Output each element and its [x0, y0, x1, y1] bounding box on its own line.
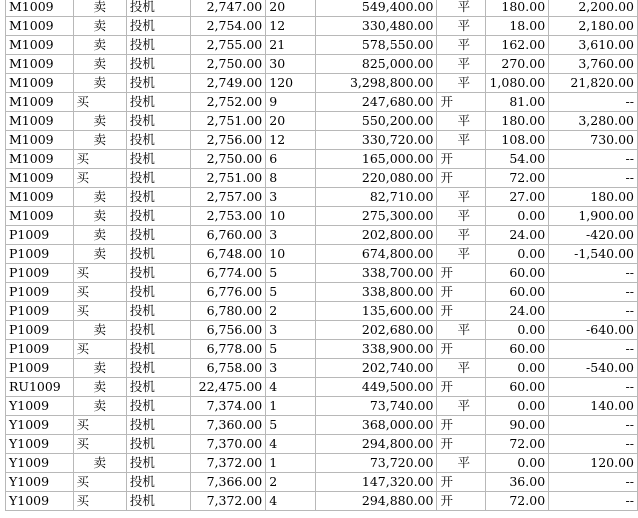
cell-quantity: 6 — [266, 150, 316, 169]
cell-profit-loss: -- — [549, 302, 638, 321]
cell-price: 6,780.00 — [191, 302, 266, 321]
cell-price: 2,749.00 — [191, 74, 266, 93]
table-row — [6, 112, 638, 131]
cell-profit-loss: -- — [549, 492, 638, 511]
cell-fee: 270.00 — [486, 55, 549, 74]
cell-profit-loss: -- — [549, 378, 638, 397]
cell-quantity: 20 — [266, 0, 316, 17]
cell-trade-type: 投机 — [126, 264, 190, 283]
cell-profit-loss: 180.00 — [549, 188, 638, 207]
cell-side: 卖 — [73, 36, 126, 55]
cell-profit-loss: -420.00 — [549, 226, 638, 245]
cell-amount: 330,720.00 — [315, 131, 437, 150]
cell-amount: 449,500.00 — [315, 378, 437, 397]
cell-trade-type: 投机 — [126, 340, 190, 359]
cell-fee: 72.00 — [486, 435, 549, 454]
cell-amount: 73,720.00 — [315, 454, 437, 473]
cell-fee: 60.00 — [486, 378, 549, 397]
cell-amount: 294,880.00 — [315, 492, 437, 511]
cell-open-close: 开 — [437, 492, 486, 511]
cell-price: 6,748.00 — [191, 245, 266, 264]
cell-profit-loss: -- — [549, 150, 638, 169]
cell-amount: 247,680.00 — [315, 93, 437, 112]
cell-quantity: 4 — [266, 435, 316, 454]
cell-side: 买 — [73, 302, 126, 321]
cell-fee: 0.00 — [486, 397, 549, 416]
cell-open-close: 开 — [437, 435, 486, 454]
cell-quantity: 9 — [266, 93, 316, 112]
cell-side: 卖 — [73, 188, 126, 207]
cell-open-close: 开 — [437, 340, 486, 359]
table-row — [6, 131, 638, 150]
cell-price: 7,366.00 — [191, 473, 266, 492]
cell-price: 7,372.00 — [191, 454, 266, 473]
cell-quantity: 1 — [266, 454, 316, 473]
cell-trade-type: 投机 — [126, 397, 190, 416]
cell-fee: 0.00 — [486, 359, 549, 378]
cell-quantity: 5 — [266, 340, 316, 359]
trade-records-table — [5, 0, 638, 511]
cell-side: 卖 — [73, 359, 126, 378]
cell-contract-code: P1009 — [6, 283, 74, 302]
cell-side: 卖 — [73, 112, 126, 131]
cell-profit-loss: -- — [549, 435, 638, 454]
cell-amount: 330,480.00 — [315, 17, 437, 36]
cell-side: 卖 — [73, 55, 126, 74]
cell-price: 2,754.00 — [191, 17, 266, 36]
cell-price: 2,751.00 — [191, 112, 266, 131]
cell-quantity: 3 — [266, 188, 316, 207]
cell-fee: 18.00 — [486, 17, 549, 36]
cell-contract-code: Y1009 — [6, 435, 74, 454]
cell-price: 2,757.00 — [191, 188, 266, 207]
cell-side: 卖 — [73, 131, 126, 150]
cell-contract-code: P1009 — [6, 264, 74, 283]
cell-fee: 60.00 — [486, 264, 549, 283]
cell-profit-loss: -- — [549, 264, 638, 283]
table-row — [6, 416, 638, 435]
cell-trade-type: 投机 — [126, 378, 190, 397]
cell-price: 2,747.00 — [191, 0, 266, 17]
cell-contract-code: P1009 — [6, 359, 74, 378]
table-row — [6, 492, 638, 511]
cell-contract-code: P1009 — [6, 226, 74, 245]
table-row — [6, 435, 638, 454]
cell-side: 买 — [73, 492, 126, 511]
cell-fee: 180.00 — [486, 112, 549, 131]
cell-quantity: 4 — [266, 378, 316, 397]
cell-profit-loss: 3,610.00 — [549, 36, 638, 55]
table-row — [6, 17, 638, 36]
cell-profit-loss: -640.00 — [549, 321, 638, 340]
cell-open-close: 平 — [437, 397, 486, 416]
table-row — [6, 226, 638, 245]
cell-profit-loss: -1,540.00 — [549, 245, 638, 264]
table-row — [6, 340, 638, 359]
cell-trade-type: 投机 — [126, 226, 190, 245]
cell-fee: 72.00 — [486, 492, 549, 511]
cell-trade-type: 投机 — [126, 169, 190, 188]
cell-quantity: 5 — [266, 283, 316, 302]
cell-fee: 24.00 — [486, 302, 549, 321]
cell-profit-loss: 1,900.00 — [549, 207, 638, 226]
cell-side: 卖 — [73, 17, 126, 36]
cell-contract-code: Y1009 — [6, 473, 74, 492]
cell-open-close: 平 — [437, 321, 486, 340]
cell-side: 买 — [73, 264, 126, 283]
cell-side: 卖 — [73, 454, 126, 473]
cell-trade-type: 投机 — [126, 0, 190, 17]
cell-trade-type: 投机 — [126, 150, 190, 169]
table-row — [6, 188, 638, 207]
cell-price: 6,756.00 — [191, 321, 266, 340]
cell-profit-loss: 730.00 — [549, 131, 638, 150]
cell-amount: 202,740.00 — [315, 359, 437, 378]
cell-contract-code: M1009 — [6, 150, 74, 169]
cell-fee: 54.00 — [486, 150, 549, 169]
cell-fee: 0.00 — [486, 245, 549, 264]
cell-trade-type: 投机 — [126, 74, 190, 93]
cell-contract-code: M1009 — [6, 74, 74, 93]
cell-profit-loss: 3,760.00 — [549, 55, 638, 74]
cell-quantity: 2 — [266, 302, 316, 321]
cell-quantity: 10 — [266, 207, 316, 226]
cell-price: 6,778.00 — [191, 340, 266, 359]
table-row — [6, 264, 638, 283]
cell-contract-code: M1009 — [6, 169, 74, 188]
cell-profit-loss: -- — [549, 473, 638, 492]
cell-fee: 0.00 — [486, 454, 549, 473]
cell-profit-loss: -- — [549, 340, 638, 359]
cell-open-close: 平 — [437, 188, 486, 207]
cell-open-close: 开 — [437, 302, 486, 321]
cell-open-close: 平 — [437, 0, 486, 17]
cell-trade-type: 投机 — [126, 93, 190, 112]
cell-fee: 90.00 — [486, 416, 549, 435]
cell-contract-code: M1009 — [6, 55, 74, 74]
table-row — [6, 0, 638, 17]
cell-amount: 578,550.00 — [315, 36, 437, 55]
cell-contract-code: P1009 — [6, 302, 74, 321]
cell-trade-type: 投机 — [126, 17, 190, 36]
cell-fee: 72.00 — [486, 169, 549, 188]
cell-trade-type: 投机 — [126, 188, 190, 207]
table-row — [6, 473, 638, 492]
cell-quantity: 2 — [266, 473, 316, 492]
cell-contract-code: M1009 — [6, 188, 74, 207]
cell-trade-type: 投机 — [126, 207, 190, 226]
cell-fee: 108.00 — [486, 131, 549, 150]
table-row — [6, 454, 638, 473]
cell-open-close: 平 — [437, 359, 486, 378]
cell-quantity: 3 — [266, 359, 316, 378]
cell-side: 买 — [73, 473, 126, 492]
cell-contract-code: M1009 — [6, 131, 74, 150]
cell-price: 6,774.00 — [191, 264, 266, 283]
cell-profit-loss: 2,200.00 — [549, 0, 638, 17]
cell-amount: 825,000.00 — [315, 55, 437, 74]
cell-trade-type: 投机 — [126, 245, 190, 264]
table-row — [6, 359, 638, 378]
cell-quantity: 1 — [266, 397, 316, 416]
cell-fee: 0.00 — [486, 321, 549, 340]
cell-open-close: 平 — [437, 74, 486, 93]
cell-open-close: 平 — [437, 245, 486, 264]
cell-amount: 338,700.00 — [315, 264, 437, 283]
cell-side: 卖 — [73, 321, 126, 340]
cell-price: 7,370.00 — [191, 435, 266, 454]
cell-contract-code: P1009 — [6, 321, 74, 340]
cell-fee: 0.00 — [486, 207, 549, 226]
cell-fee: 81.00 — [486, 93, 549, 112]
table-row — [6, 93, 638, 112]
cell-profit-loss: 140.00 — [549, 397, 638, 416]
table-row — [6, 397, 638, 416]
cell-fee: 60.00 — [486, 283, 549, 302]
cell-fee: 1,080.00 — [486, 74, 549, 93]
cell-amount: 202,800.00 — [315, 226, 437, 245]
cell-amount: 3,298,800.00 — [315, 74, 437, 93]
cell-trade-type: 投机 — [126, 454, 190, 473]
cell-price: 7,360.00 — [191, 416, 266, 435]
table-row — [6, 55, 638, 74]
table-row — [6, 74, 638, 93]
cell-amount: 147,320.00 — [315, 473, 437, 492]
cell-side: 卖 — [73, 0, 126, 17]
cell-quantity: 5 — [266, 416, 316, 435]
cell-quantity: 21 — [266, 36, 316, 55]
cell-amount: 202,680.00 — [315, 321, 437, 340]
cell-amount: 550,200.00 — [315, 112, 437, 131]
cell-quantity: 12 — [266, 131, 316, 150]
cell-contract-code: Y1009 — [6, 416, 74, 435]
cell-trade-type: 投机 — [126, 283, 190, 302]
cell-contract-code: Y1009 — [6, 397, 74, 416]
cell-side: 卖 — [73, 378, 126, 397]
cell-quantity: 3 — [266, 321, 316, 340]
cell-open-close: 平 — [437, 131, 486, 150]
cell-trade-type: 投机 — [126, 359, 190, 378]
cell-price: 22,475.00 — [191, 378, 266, 397]
cell-contract-code: M1009 — [6, 0, 74, 17]
cell-fee: 180.00 — [486, 0, 549, 17]
cell-amount: 674,800.00 — [315, 245, 437, 264]
cell-amount: 165,000.00 — [315, 150, 437, 169]
cell-contract-code: M1009 — [6, 36, 74, 55]
table-row — [6, 207, 638, 226]
cell-open-close: 开 — [437, 264, 486, 283]
cell-trade-type: 投机 — [126, 473, 190, 492]
cell-fee: 24.00 — [486, 226, 549, 245]
cell-open-close: 开 — [437, 93, 486, 112]
cell-trade-type: 投机 — [126, 36, 190, 55]
cell-open-close: 开 — [437, 378, 486, 397]
cell-contract-code: M1009 — [6, 207, 74, 226]
cell-amount: 338,900.00 — [315, 340, 437, 359]
cell-contract-code: RU1009 — [6, 378, 74, 397]
cell-side: 买 — [73, 283, 126, 302]
cell-quantity: 4 — [266, 492, 316, 511]
cell-side: 买 — [73, 435, 126, 454]
cell-side: 买 — [73, 416, 126, 435]
table-row — [6, 321, 638, 340]
cell-quantity: 120 — [266, 74, 316, 93]
cell-amount: 82,710.00 — [315, 188, 437, 207]
cell-open-close: 开 — [437, 169, 486, 188]
cell-price: 2,751.00 — [191, 169, 266, 188]
cell-side: 买 — [73, 93, 126, 112]
cell-side: 卖 — [73, 207, 126, 226]
cell-quantity: 3 — [266, 226, 316, 245]
cell-side: 卖 — [73, 226, 126, 245]
cell-open-close: 平 — [437, 36, 486, 55]
cell-amount: 368,000.00 — [315, 416, 437, 435]
cell-trade-type: 投机 — [126, 131, 190, 150]
cell-fee: 60.00 — [486, 340, 549, 359]
cell-amount: 549,400.00 — [315, 0, 437, 17]
cell-trade-type: 投机 — [126, 302, 190, 321]
cell-profit-loss: -- — [549, 283, 638, 302]
trade-table-body — [6, 0, 638, 511]
cell-profit-loss: 120.00 — [549, 454, 638, 473]
cell-trade-type: 投机 — [126, 55, 190, 74]
cell-amount: 294,800.00 — [315, 435, 437, 454]
cell-quantity: 30 — [266, 55, 316, 74]
cell-fee: 27.00 — [486, 188, 549, 207]
cell-trade-type: 投机 — [126, 112, 190, 131]
cell-open-close: 开 — [437, 283, 486, 302]
cell-contract-code: P1009 — [6, 245, 74, 264]
cell-open-close: 平 — [437, 226, 486, 245]
cell-open-close: 平 — [437, 207, 486, 226]
table-row — [6, 36, 638, 55]
cell-amount: 275,300.00 — [315, 207, 437, 226]
cell-side: 买 — [73, 169, 126, 188]
table-row — [6, 150, 638, 169]
cell-quantity: 5 — [266, 264, 316, 283]
cell-price: 2,752.00 — [191, 93, 266, 112]
cell-side: 卖 — [73, 245, 126, 264]
table-row — [6, 283, 638, 302]
cell-price: 2,755.00 — [191, 36, 266, 55]
cell-profit-loss: -- — [549, 93, 638, 112]
cell-amount: 135,600.00 — [315, 302, 437, 321]
table-row — [6, 302, 638, 321]
cell-trade-type: 投机 — [126, 416, 190, 435]
cell-price: 6,758.00 — [191, 359, 266, 378]
cell-price: 7,374.00 — [191, 397, 266, 416]
cell-open-close: 平 — [437, 454, 486, 473]
cell-side: 卖 — [73, 397, 126, 416]
cell-trade-type: 投机 — [126, 435, 190, 454]
cell-trade-type: 投机 — [126, 321, 190, 340]
cell-amount: 220,080.00 — [315, 169, 437, 188]
cell-trade-type: 投机 — [126, 492, 190, 511]
cell-profit-loss: -- — [549, 169, 638, 188]
cell-contract-code: M1009 — [6, 112, 74, 131]
cell-contract-code: Y1009 — [6, 492, 74, 511]
cell-profit-loss: -- — [549, 416, 638, 435]
cell-fee: 162.00 — [486, 36, 549, 55]
cell-price: 6,760.00 — [191, 226, 266, 245]
cell-price: 2,756.00 — [191, 131, 266, 150]
table-row — [6, 169, 638, 188]
cell-profit-loss: 2,180.00 — [549, 17, 638, 36]
cell-open-close: 平 — [437, 112, 486, 131]
cell-side: 买 — [73, 340, 126, 359]
cell-quantity: 10 — [266, 245, 316, 264]
cell-open-close: 开 — [437, 150, 486, 169]
cell-price: 2,753.00 — [191, 207, 266, 226]
cell-contract-code: M1009 — [6, 17, 74, 36]
cell-open-close: 开 — [437, 473, 486, 492]
cell-side: 买 — [73, 150, 126, 169]
cell-contract-code: M1009 — [6, 93, 74, 112]
cell-profit-loss: 21,820.00 — [549, 74, 638, 93]
cell-amount: 73,740.00 — [315, 397, 437, 416]
cell-price: 7,372.00 — [191, 492, 266, 511]
cell-contract-code: P1009 — [6, 340, 74, 359]
cell-amount: 338,800.00 — [315, 283, 437, 302]
table-row — [6, 378, 638, 397]
cell-profit-loss: 3,280.00 — [549, 112, 638, 131]
cell-open-close: 开 — [437, 416, 486, 435]
cell-price: 2,750.00 — [191, 150, 266, 169]
cell-open-close: 平 — [437, 17, 486, 36]
cell-open-close: 平 — [437, 55, 486, 74]
cell-price: 2,750.00 — [191, 55, 266, 74]
cell-contract-code: Y1009 — [6, 454, 74, 473]
cell-fee: 36.00 — [486, 473, 549, 492]
cell-quantity: 20 — [266, 112, 316, 131]
cell-quantity: 8 — [266, 169, 316, 188]
cell-price: 6,776.00 — [191, 283, 266, 302]
cell-quantity: 12 — [266, 17, 316, 36]
cell-profit-loss: -540.00 — [549, 359, 638, 378]
table-row — [6, 245, 638, 264]
cell-side: 卖 — [73, 74, 126, 93]
